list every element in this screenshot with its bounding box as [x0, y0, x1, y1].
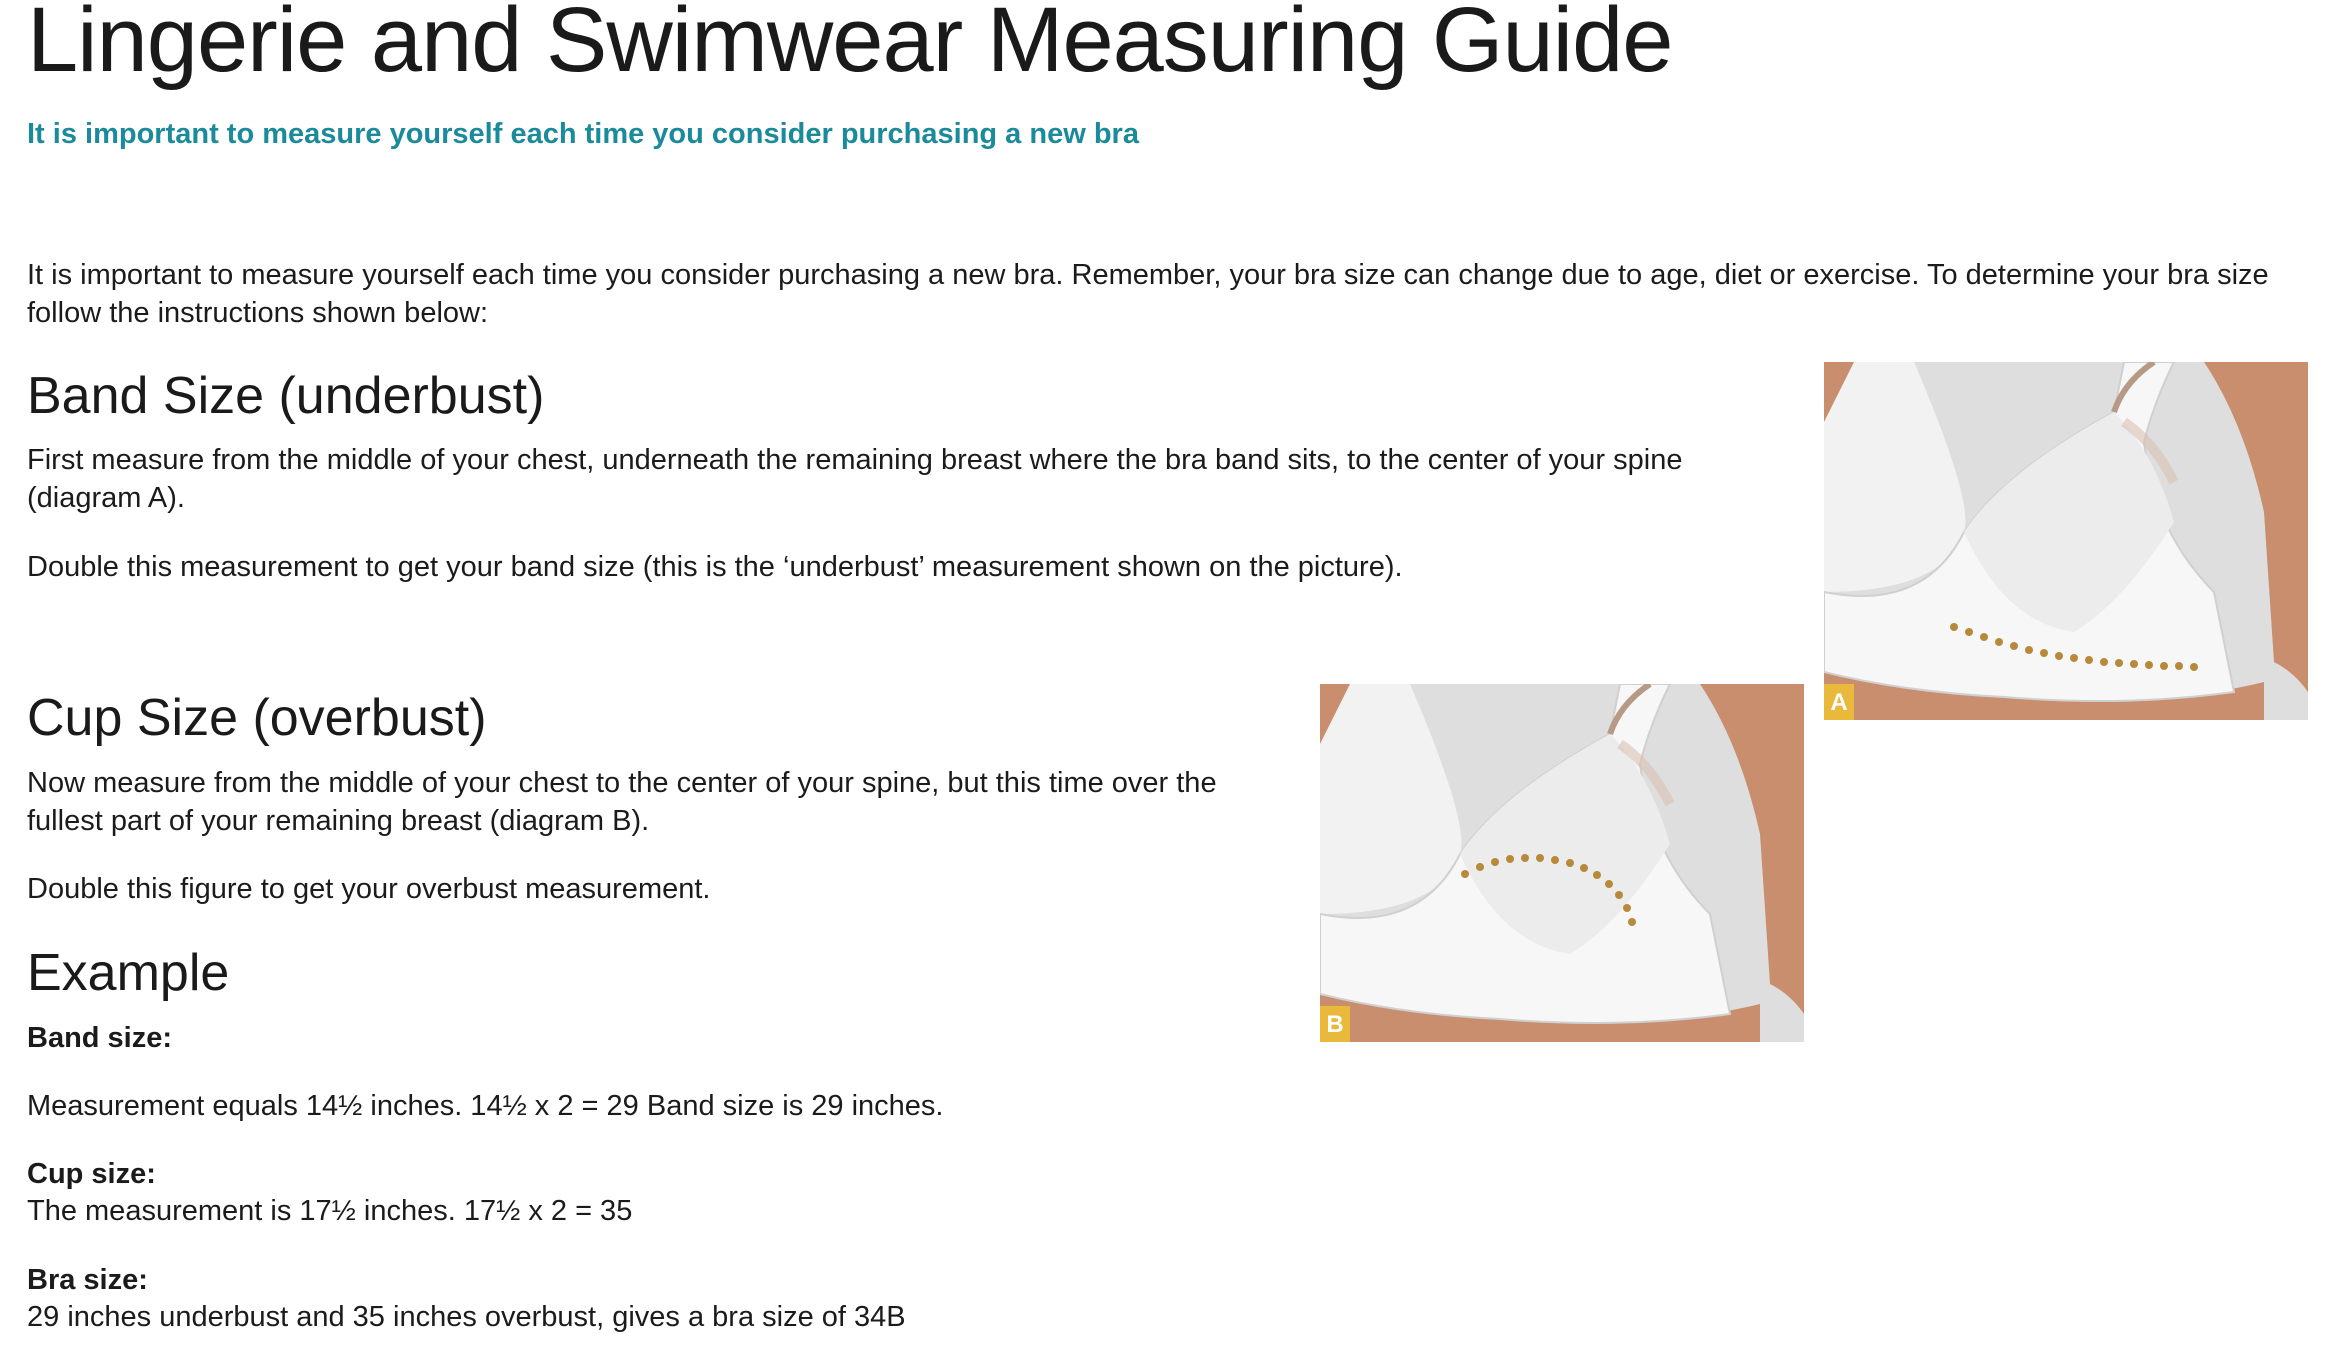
example-bra-text: 29 inches underbust and 35 inches overbust, gives a bra size of 34B — [27, 1301, 906, 1333]
diagram-a-label: A — [1830, 689, 1848, 716]
diagram-a-image — [1824, 362, 2308, 720]
intro-paragraph: It is important to measure yourself each time you consider purchasing a new bra. Remember, your bra size can change due to age, diet or exercise. To determine your bra size follow the instructions shown below: — [27, 259, 2269, 329]
diagram-a-illustration — [1824, 362, 2308, 720]
band-size-instruction: First measure from the middle of your chest, underneath the remaining breast where the bra band sits, to the center of your spine (diagram A). — [27, 444, 1683, 514]
example-heading: Example — [27, 944, 230, 1002]
diagram-b-illustration — [1320, 684, 1804, 1042]
cup-size-heading: Cup Size (overbust) — [27, 689, 487, 747]
measuring-guide-page — [27, 0, 2307, 1348]
cup-size-double-note: Double this figure to get your overbust measurement. — [27, 873, 711, 905]
example-band-text: Measurement equals 14½ inches. 14½ x 2 = 29 Band size is 29 inches. — [27, 1090, 944, 1122]
diagram-b-image — [1320, 684, 1804, 1042]
cup-size-instruction: Now measure from the middle of your chest to the center of your spine, but this time over the fullest part of your remaining breast (diagram B). — [27, 767, 1217, 837]
example-cup-text: The measurement is 17½ inches. 17½ x 2 = 35 — [27, 1195, 633, 1227]
diagram-b-label: B — [1326, 1011, 1344, 1038]
example-bra-label: Bra size: — [27, 1264, 148, 1296]
band-size-double-note: Double this measurement to get your band size (this is the ‘underbust’ measurement shown on the picture). — [27, 551, 1403, 583]
example-band-label: Band size: — [27, 1022, 173, 1054]
example-cup-label: Cup size: — [27, 1158, 156, 1190]
band-size-heading: Band Size (underbust) — [27, 367, 545, 425]
page-title: Lingerie and Swimwear Measuring Guide — [27, 0, 1673, 91]
page-subtitle: It is important to measure yourself each time you consider purchasing a new bra — [27, 118, 1139, 150]
